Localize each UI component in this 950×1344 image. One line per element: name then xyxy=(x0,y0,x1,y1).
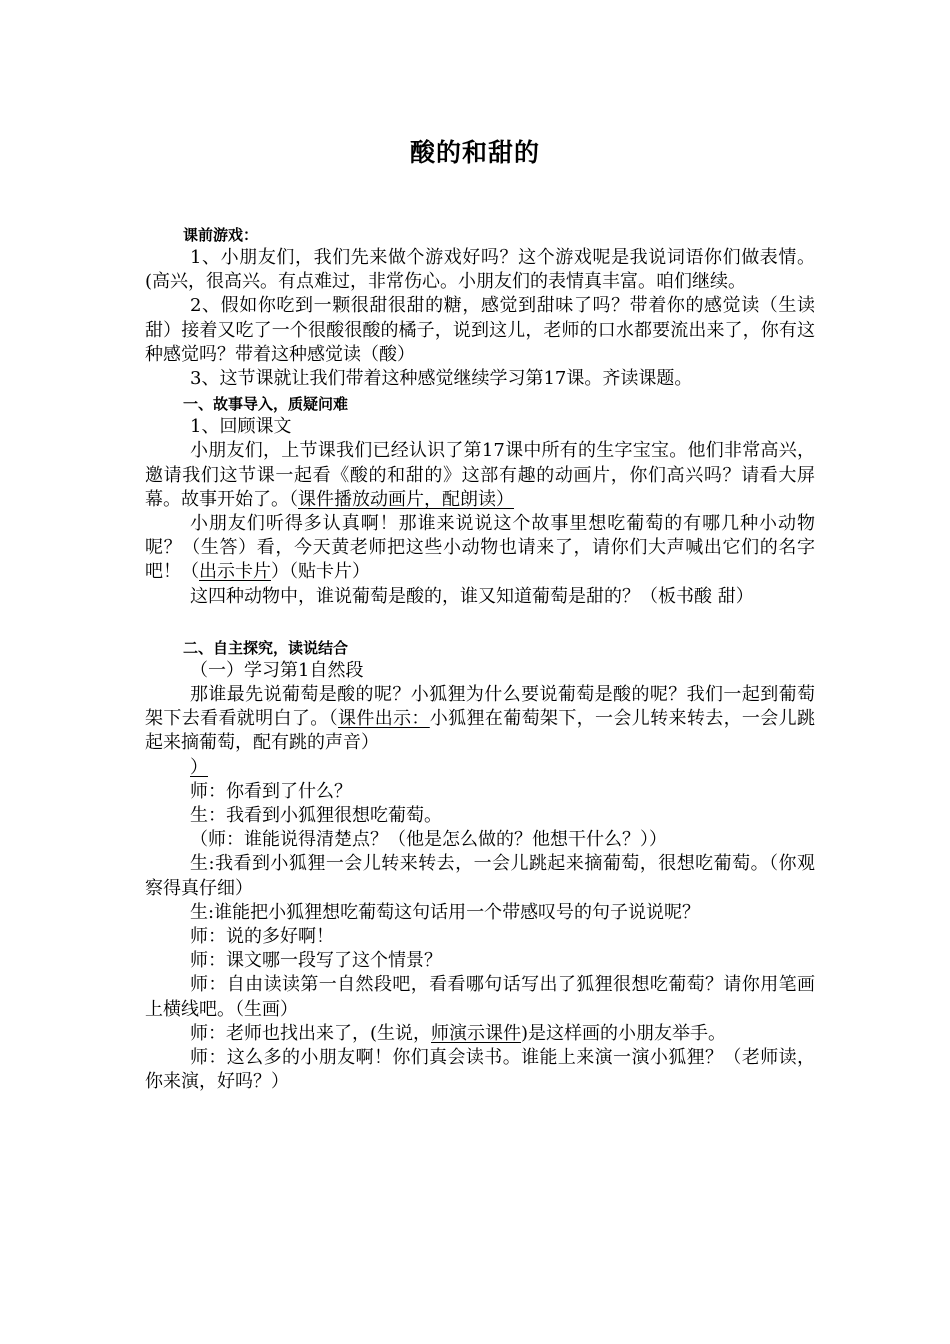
paragraph-text: 师：老师也找出来了，(生说， xyxy=(190,1022,432,1044)
subheading: （一）学习第1自然段 xyxy=(190,659,364,681)
paragraph: 1、小朋友们，我们先来做个游戏好吗？这个游戏呢是我说词语你们做表情。(高兴，很高兴。有点难过，非常伤心。小朋友们的表情真丰富。咱们继续。 xyxy=(145,247,815,293)
paragraph xyxy=(145,756,815,780)
section2-heading: 二、自主探究，读说结合 xyxy=(183,638,349,657)
dialogue-line: （师：谁能说得清楚点？（他是怎么做的？他想干什么？）） xyxy=(190,829,667,851)
underlined-note: 课件播放动画片，配朗读） xyxy=(298,488,514,510)
paragraph-text: )是这样画的小朋友举手。 xyxy=(521,1022,727,1044)
paragraph-text: 那谁最先说葡萄是酸的呢？小狐狸为什么要说葡萄是酸的呢？我们一起到葡萄架下去看看就明白了。（ xyxy=(145,684,815,730)
section1-heading: 一、故事导入，质疑问难 xyxy=(183,395,349,414)
paragraph-text: 小朋友们听得多认真啊！那谁来说说这个故事里想吃葡萄的有哪几种小动物呢？（生答）看，今天黄老师把这些小动物也请来了，请你们大声喊出它们的名字吧！（ xyxy=(145,513,815,583)
underlined-note: 师演示课件 xyxy=(431,1022,522,1044)
paragraph xyxy=(145,439,815,512)
paragraph: 这四种动物中，谁说葡萄是酸的，谁又知道葡萄是甜的？（板书酸 甜） xyxy=(190,585,754,607)
underlined-note: ） xyxy=(190,756,208,778)
document-title: 酸的和甜的 xyxy=(409,138,540,167)
paragraph: 2、假如你吃到一颗很甜很甜的糖，感觉到甜味了吗？带着你的感觉读（生读甜）接着又吃了一个很酸很酸的橘子，说到这儿，老师的口水都要流出来了，你有这种感觉吗？带着这种感觉读（酸） xyxy=(145,295,815,365)
paragraph-text: 小狐狸在葡萄架下，一会儿转来转去，一会儿跳起来摘葡萄，配有跳的声音） xyxy=(145,708,816,754)
underlined-note: 课件出示： xyxy=(337,708,430,730)
dialogue-line: 师：自由读读第一自然段吧，看看哪句话写出了狐狸很想吃葡萄？请你用笔画上横线吧。（生画） xyxy=(145,974,815,1020)
dialogue-line: 师：这么多的小朋友啊！你们真会读书。谁能上来演一演小狐狸？（老师读，你来演，好吗？） xyxy=(145,1047,815,1093)
underlined-note: 出示卡片 xyxy=(199,561,271,583)
paragraph-text: 小朋友们，上节课我们已经认识了第17课中所有的生字宝宝。他们非常高兴，邀请我们这节课一起看《酸的和甜的》这部有趣的动画片，你们高兴吗？请看大屏幕。故事开始了。（ xyxy=(145,440,815,510)
dialogue-line: 师：课文哪一段写了这个情景？ xyxy=(190,950,442,972)
dialogue-line: 生：我看到小狐狸很想吃葡萄。 xyxy=(190,805,442,827)
subheading: 1、回顾课文 xyxy=(190,416,292,438)
dialogue-line: 生:我看到小狐狸一会儿转来转去，一会儿跳起来摘葡萄，很想吃葡萄。（你观察得真仔细） xyxy=(145,853,815,899)
document-body xyxy=(145,224,815,1095)
paragraph-text: ）（贴卡片） xyxy=(271,561,370,583)
dialogue-line: 师：说的多好啊！ xyxy=(190,926,334,948)
dialogue-line: 师：你看到了什么？ xyxy=(190,780,352,802)
spacer xyxy=(145,609,815,635)
pre-class-game-heading: 课前游戏： xyxy=(183,226,259,244)
paragraph xyxy=(145,512,815,585)
dialogue-line: 生:谁能把小狐狸想吃葡萄这句话用一个带感叹号的句子说说呢？ xyxy=(190,901,701,923)
dialogue-line xyxy=(145,1022,815,1046)
paragraph: 3、这节课就让我们带着这种感觉继续学习第17课。齐读课题。 xyxy=(190,368,693,390)
paragraph xyxy=(145,683,815,756)
